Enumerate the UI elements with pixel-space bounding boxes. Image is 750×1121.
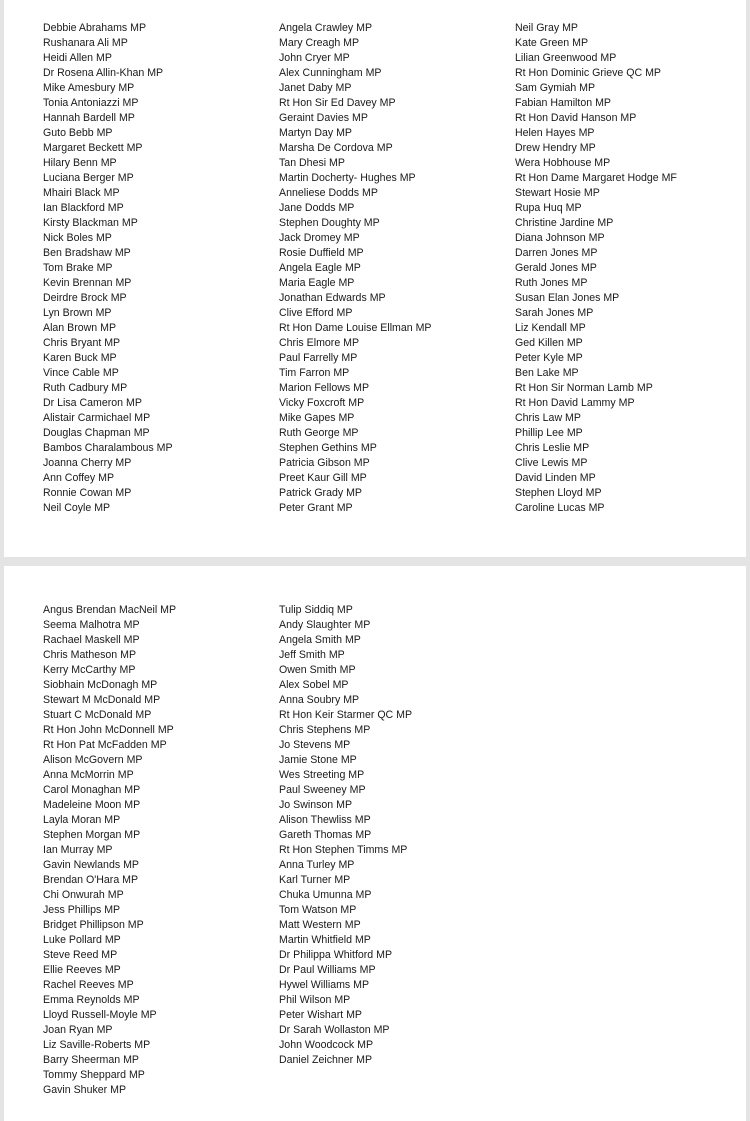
- mp-name: Hywel Williams MP: [279, 979, 370, 991]
- mp-name: Jack Dromey MP: [279, 232, 360, 244]
- mp-name: Paul Farrelly MP: [279, 352, 358, 364]
- mp-name: Douglas Chapman MP: [43, 427, 150, 439]
- mp-name: Rosie Duffield MP: [279, 247, 364, 259]
- mp-name: Dr Lisa Cameron MP: [43, 397, 142, 409]
- mp-name: Marion Fellows MP: [279, 382, 370, 394]
- mp-name: Debbie Abrahams MP: [43, 22, 147, 34]
- mp-name: Gavin Shuker MP: [43, 1084, 127, 1096]
- mp-name: Ronnie Cowan MP: [43, 487, 132, 499]
- mp-name: Gareth Thomas MP: [279, 829, 372, 841]
- mp-name: Ben Bradshaw MP: [43, 247, 131, 259]
- mp-name: Martin Whitfield MP: [279, 934, 371, 946]
- mp-name: Anna McMorrin MP: [43, 769, 134, 781]
- mp-name: Stuart C McDonald MP: [43, 709, 152, 721]
- mp-name: Matt Western MP: [279, 919, 361, 931]
- mp-name: Stephen Morgan MP: [43, 829, 141, 841]
- mp-name: Jonathan Edwards MP: [279, 292, 386, 304]
- mp-name: Jess Phillips MP: [43, 904, 121, 916]
- mp-name: Mhairi Black MP: [43, 187, 120, 199]
- mp-name: Janet Daby MP: [279, 82, 352, 94]
- mp-name: Stewart Hosie MP: [515, 187, 600, 199]
- mp-name: Clive Efford MP: [279, 307, 353, 319]
- mp-name: Tan Dhesi MP: [279, 157, 345, 169]
- mp-name: Deirdre Brock MP: [43, 292, 127, 304]
- mp-name: Luke Pollard MP: [43, 934, 121, 946]
- mp-name: Peter Grant MP: [279, 502, 353, 514]
- mp-name: Chris Elmore MP: [279, 337, 360, 349]
- mp-name: Chris Bryant MP: [43, 337, 121, 349]
- mp-name: Tom Brake MP: [43, 262, 113, 274]
- mp-name: Emma Reynolds MP: [43, 994, 140, 1006]
- mp-name: Rt Hon Dame Margaret Hodge MF: [515, 172, 677, 184]
- mp-name: Heidi Allen MP: [43, 52, 112, 64]
- mp-name: Gavin Newlands MP: [43, 859, 139, 871]
- mp-name: Alan Brown MP: [43, 322, 117, 334]
- mp-name: Bambos Charalambous MP: [43, 442, 173, 454]
- mp-name: Christine Jardine MP: [515, 217, 614, 229]
- mp-name: Layla Moran MP: [43, 814, 121, 826]
- mp-name: Rt Hon Sir Norman Lamb MP: [515, 382, 653, 394]
- name-column: [515, 21, 677, 516]
- name-column: [279, 21, 432, 516]
- mp-name: Alex Cunningham MP: [279, 67, 382, 79]
- mp-name: Ged Killen MP: [515, 337, 583, 349]
- mp-name: Lloyd Russell-Moyle MP: [43, 1009, 157, 1021]
- mp-name: Maria Eagle MP: [279, 277, 355, 289]
- mp-name: Rt Hon Sir Ed Davey MP: [279, 97, 396, 109]
- mp-name: Tommy Sheppard MP: [43, 1069, 145, 1081]
- mp-name: Joanna Cherry MP: [43, 457, 132, 469]
- mp-name: Phil Wilson MP: [279, 994, 351, 1006]
- mp-name: Rt Hon Stephen Timms MP: [279, 844, 408, 856]
- mp-name: Liz Saville-Roberts MP: [43, 1039, 151, 1051]
- mp-name: Kirsty Blackman MP: [43, 217, 138, 229]
- mp-name: John Woodcock MP: [279, 1039, 374, 1051]
- mp-name: Mike Amesbury MP: [43, 82, 135, 94]
- mp-name: Alistair Carmichael MP: [43, 412, 151, 424]
- mp-name: Kerry McCarthy MP: [43, 664, 136, 676]
- mp-name: Chris Leslie MP: [515, 442, 590, 454]
- mp-name: Guto Bebb MP: [43, 127, 113, 139]
- mp-name: Rachel Reeves MP: [43, 979, 134, 991]
- mp-name: Barry Sheerman MP: [43, 1054, 139, 1066]
- mp-name: Dr Philippa Whitford MP: [279, 949, 393, 961]
- mp-name: Karen Buck MP: [43, 352, 117, 364]
- mp-name: Peter Kyle MP: [515, 352, 583, 364]
- mp-name: Phillip Lee MP: [515, 427, 583, 439]
- mp-name: Rt Hon Pat McFadden MP: [43, 739, 167, 751]
- mp-name: Stewart M McDonald MP: [43, 694, 161, 706]
- mp-name: Kate Green MP: [515, 37, 589, 49]
- mp-name: Vicky Foxcroft MP: [279, 397, 365, 409]
- mp-name: Liz Kendall MP: [515, 322, 586, 334]
- mp-name: Neil Gray MP: [515, 22, 578, 34]
- mp-name: Rt Hon John McDonnell MP: [43, 724, 174, 736]
- document-page-2: [4, 566, 746, 1121]
- mp-name: Ruth Jones MP: [515, 277, 588, 289]
- mp-name: Mike Gapes MP: [279, 412, 355, 424]
- mp-name: Tom Watson MP: [279, 904, 357, 916]
- mp-name: Andy Slaughter MP: [279, 619, 371, 631]
- mp-name: Jo Stevens MP: [279, 739, 351, 751]
- mp-name: Tonia Antoniazzi MP: [43, 97, 139, 109]
- mp-name: Marsha De Cordova MP: [279, 142, 393, 154]
- mp-name: Mary Creagh MP: [279, 37, 360, 49]
- mp-name: Wes Streeting MP: [279, 769, 365, 781]
- mp-name: Madeleine Moon MP: [43, 799, 141, 811]
- mp-name: Clive Lewis MP: [515, 457, 588, 469]
- mp-name: Dr Sarah Wollaston MP: [279, 1024, 390, 1036]
- mp-name: Owen Smith MP: [279, 664, 356, 676]
- mp-name: Fabian Hamilton MP: [515, 97, 611, 109]
- mp-name: Anna Soubry MP: [279, 694, 360, 706]
- mp-name: Margaret Beckett MP: [43, 142, 143, 154]
- mp-name: Ian Murray MP: [43, 844, 113, 856]
- mp-name: Seema Malhotra MP: [43, 619, 140, 631]
- mp-name: Chris Stephens MP: [279, 724, 371, 736]
- mp-name: Darren Jones MP: [515, 247, 598, 259]
- mp-name: Diana Johnson MP: [515, 232, 605, 244]
- mp-name: Patrick Grady MP: [279, 487, 363, 499]
- mp-name: Alison Thewliss MP: [279, 814, 371, 826]
- mp-name: Carol Monaghan MP: [43, 784, 141, 796]
- document-page-1: [4, 0, 746, 557]
- mp-name: Paul Sweeney MP: [279, 784, 366, 796]
- mp-name: Tulip Siddiq MP: [279, 604, 353, 616]
- mp-name: Wera Hobhouse MP: [515, 157, 611, 169]
- mp-name: John Cryer MP: [279, 52, 350, 64]
- mp-name: Jeff Smith MP: [279, 649, 345, 661]
- mp-name: Helen Hayes MP: [515, 127, 595, 139]
- mp-name: Rt Hon David Lammy MP: [515, 397, 635, 409]
- mp-name: Angela Smith MP: [279, 634, 361, 646]
- mp-name: Luciana Berger MP: [43, 172, 134, 184]
- mp-name: Vince Cable MP: [43, 367, 119, 379]
- mp-name: Alison McGovern MP: [43, 754, 143, 766]
- mp-name: Neil Coyle MP: [43, 502, 111, 514]
- mp-name: Lilian Greenwood MP: [515, 52, 617, 64]
- mp-name: Preet Kaur Gill MP: [279, 472, 367, 484]
- mp-name: Kevin Brennan MP: [43, 277, 132, 289]
- mp-name: Ellie Reeves MP: [43, 964, 121, 976]
- mp-name: Dr Paul Williams MP: [279, 964, 376, 976]
- mp-name: Martyn Day MP: [279, 127, 352, 139]
- mp-name: Geraint Davies MP: [279, 112, 368, 124]
- mp-name: Chris Matheson MP: [43, 649, 137, 661]
- mp-name: Sarah Jones MP: [515, 307, 594, 319]
- mp-name: Rt Hon Dominic Grieve QC MP: [515, 67, 661, 79]
- name-column: [43, 603, 176, 1098]
- mp-name: Patricia Gibson MP: [279, 457, 370, 469]
- mp-name: Stephen Lloyd MP: [515, 487, 602, 499]
- mp-name: Drew Hendry MP: [515, 142, 596, 154]
- mp-name: Ian Blackford MP: [43, 202, 124, 214]
- mp-name: Nick Boles MP: [43, 232, 112, 244]
- mp-name: Angus Brendan MacNeil MP: [43, 604, 177, 616]
- mp-name: Ann Coffey MP: [43, 472, 115, 484]
- mp-name: Chi Onwurah MP: [43, 889, 124, 901]
- mp-name: Susan Elan Jones MP: [515, 292, 620, 304]
- mp-name: Ruth Cadbury MP: [43, 382, 128, 394]
- mp-name: Rushanara Ali MP: [43, 37, 128, 49]
- mp-name: Stephen Gethins MP: [279, 442, 377, 454]
- mp-name: Jane Dodds MP: [279, 202, 355, 214]
- mp-name: Joan Ryan MP: [43, 1024, 113, 1036]
- mp-name: Bridget Phillipson MP: [43, 919, 144, 931]
- name-column: [279, 603, 412, 1068]
- mp-name: Dr Rosena Allin-Khan MP: [43, 67, 164, 79]
- mp-name: Stephen Doughty MP: [279, 217, 380, 229]
- mp-name: Rt Hon David Hanson MP: [515, 112, 637, 124]
- mp-name: Karl Turner MP: [279, 874, 351, 886]
- mp-name: Hilary Benn MP: [43, 157, 117, 169]
- mp-name: Rupa Huq MP: [515, 202, 582, 214]
- mp-name: Chuka Umunna MP: [279, 889, 372, 901]
- mp-name: Caroline Lucas MP: [515, 502, 605, 514]
- mp-name: Brendan O'Hara MP: [43, 874, 139, 886]
- name-column: [43, 21, 173, 516]
- mp-name: Siobhain McDonagh MP: [43, 679, 158, 691]
- mp-name: Rt Hon Dame Louise Ellman MP: [279, 322, 432, 334]
- mp-name: Sam Gymiah MP: [515, 82, 596, 94]
- mp-name: Rt Hon Keir Starmer QC MP: [279, 709, 413, 721]
- mp-name: Ben Lake MP: [515, 367, 579, 379]
- mp-name: Jamie Stone MP: [279, 754, 357, 766]
- mp-name: Lyn Brown MP: [43, 307, 112, 319]
- mp-name: Daniel Zeichner MP: [279, 1054, 373, 1066]
- mp-name: David Linden MP: [515, 472, 596, 484]
- mp-name: Ruth George MP: [279, 427, 359, 439]
- mp-name: Gerald Jones MP: [515, 262, 597, 274]
- mp-name: Peter Wishart MP: [279, 1009, 363, 1021]
- mp-name: Martin Docherty- Hughes MP: [279, 172, 416, 184]
- mp-name: Alex Sobel MP: [279, 679, 349, 691]
- mp-name: Chris Law MP: [515, 412, 581, 424]
- mp-name: Angela Crawley MP: [279, 22, 373, 34]
- mp-name: Steve Reed MP: [43, 949, 118, 961]
- mp-name: Hannah Bardell MP: [43, 112, 135, 124]
- mp-name: Rachael Maskell MP: [43, 634, 140, 646]
- mp-name: Jo Swinson MP: [279, 799, 353, 811]
- mp-name: Tim Farron MP: [279, 367, 350, 379]
- mp-name: Angela Eagle MP: [279, 262, 361, 274]
- mp-name: Anneliese Dodds MP: [279, 187, 378, 199]
- mp-name: Anna Turley MP: [279, 859, 355, 871]
